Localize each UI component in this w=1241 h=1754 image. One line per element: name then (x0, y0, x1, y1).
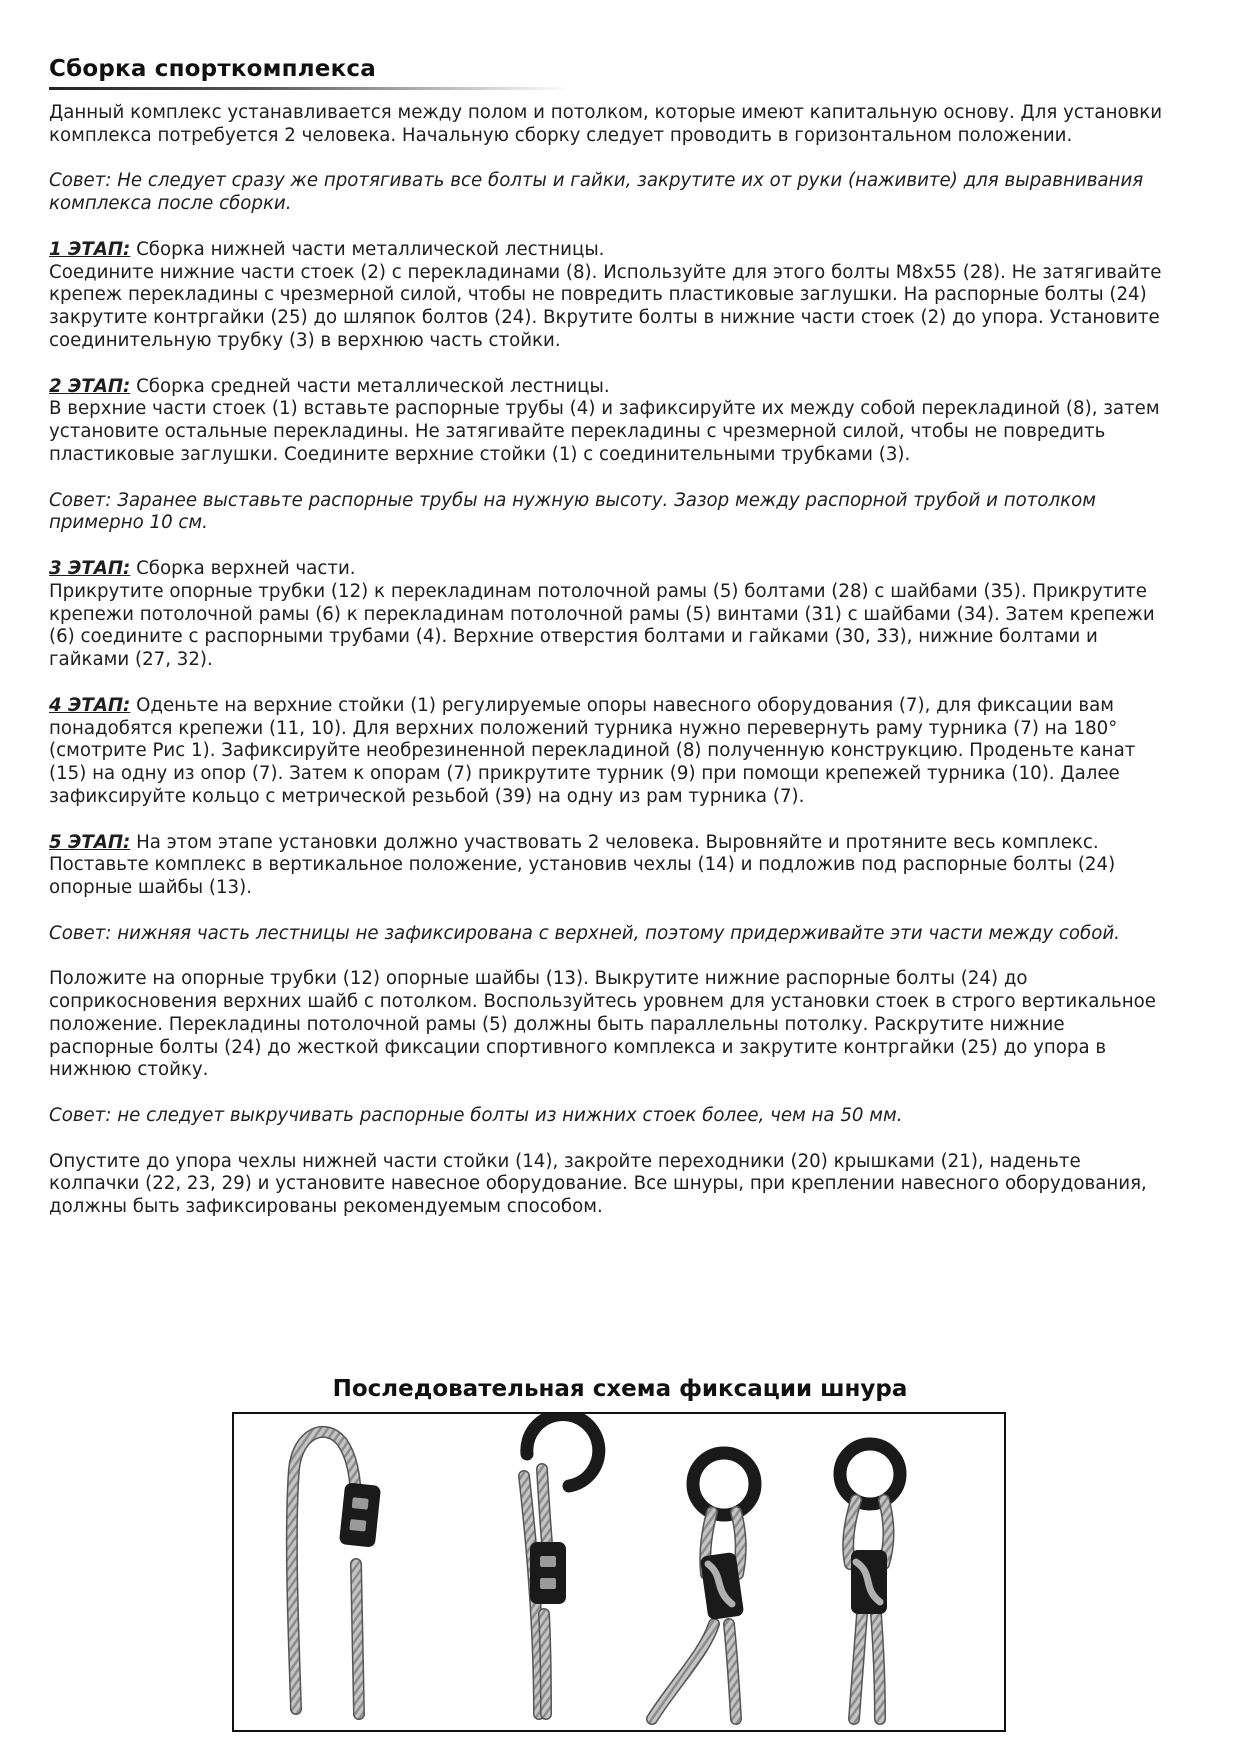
document-body (49, 102, 1169, 1219)
stage-1 (49, 239, 1169, 353)
tip-2: Совет: Заранее выставьте распорные трубы на нужную высоту. Зазор между распорной трубой и потолком примерно 10 см. (49, 489, 1096, 534)
header (49, 56, 1169, 92)
tip-3: Совет: нижняя часть лестницы не зафиксирована с верхней, поэтому придерживайте эти части между собой. (49, 922, 1120, 944)
page-title: Сборка спорткомплекса (49, 56, 376, 82)
tip-1: Совет: Не следует сразу же протягивать все болты и гайки, закрутите их от руки (наживите) для выравнивания комплекса после сборки. (49, 170, 1144, 215)
stage-label: 4 ЭТАП: (49, 694, 131, 716)
cord-step-1 (292, 1432, 381, 1714)
stage-2 (49, 376, 1169, 467)
final-paragraph: Опустите до упора чехлы нижней части стойки (14), закройте переходники (20) крышками (21), наденьте колпачки (22, 23, 29) и установите навесное оборудование. Все шнуры, при креплении навесного оборудования, должны быть зафиксированы рекомендуемым способом. (49, 1150, 1147, 1218)
tip-4: Совет: не следует выкручивать распорные болты из нижних стоек более, чем на 50 мм. (49, 1105, 903, 1127)
intro-paragraph: Данный комплекс устанавливается между полом и потолком, которые имеют капитальную основу. Для установки комплекса потребуется 2 человека. Начальную сборку следует проводить в горизонтальном положении. (49, 102, 1163, 146)
cord-step-4 (840, 1444, 900, 1719)
instruction-page (49, 56, 1169, 1242)
stage-5 (49, 832, 1169, 900)
stage-text: Сборка верхней части. Прикрутите опорные трубки (12) к перекладинам потолочной рамы (5) болтами (28) с шайбами (35). Прикрутите крепежи потолочной рамы (6) к перекладинам потолочной рамы (5) винтами (31) с шайбами (34). Затем крепежи (6) соедините с распорными трубами (4). Верхние отверстия болтами и гайками (30, 33), нижние болтами и гайками (27, 32). (49, 557, 1155, 671)
stage-label: 3 ЭТАП: (49, 557, 131, 579)
support-paragraph: Положите на опорные трубки (12) опорные шайбы (13). Выкрутите нижние распорные болты (24) до соприкосновения верхних шайб с потолком. Воспользуйтесь уровнем для установки стоек в строго вертикальное положение. Перекладины потолочной рамы (5) должны быть параллельны потолку. Раскрутите нижние распорные болты (24) до жесткой фиксации спортивного комплекса и закрутите контргайки (25) до упора в нижнюю стойку. (49, 968, 1156, 1081)
stage-4 (49, 695, 1169, 809)
stage-label: 2 ЭТАП: (49, 375, 131, 397)
cord-step-3 (652, 1453, 755, 1719)
figure-title: Последовательная схема фиксации шнура (332, 1376, 908, 1402)
stage-3 (49, 558, 1169, 672)
stage-label: 1 ЭТАП: (49, 238, 131, 260)
title-underline (49, 87, 569, 90)
stage-text: Сборка средней части металлической лестницы. В верхние части стоек (1) вставьте распорные трубы (4) и зафиксируйте их между собой перекладиной (8), затем установите остальные перекладины. Не затягивайте перекладины с чрезмерной силой, чтобы не повредить пластиковые заглушки. Соедините верхние стойки (1) с соединительными трубками (3). (49, 375, 1160, 465)
figure-frame (232, 1412, 1006, 1732)
stage-label: 5 ЭТАП: (49, 831, 131, 853)
cord-diagram (234, 1414, 1004, 1730)
stage-text: На этом этапе установки должно участвовать 2 человека. Выровняйте и протяните весь комплекс. Поставьте комплекс в вертикальное положение, установив чехлы (14) и подложив под распорные болты (24) опорные шайбы (13). (49, 831, 1116, 899)
cord-step-2 (524, 1415, 599, 1714)
stage-text: Оденьте на верхние стойки (1) регулируемые опоры навесного оборудования (7), для фиксации вам понадобятся крепежи (11, 10). Для верхних положений турника нужно перевернуть раму турника (7) на 180° (смотрите Рис 1). Зафиксируйте необрезиненной перекладиной (8) полученную конструкцию. Проденьте канат (15) на одну из опор (7). Затем к опорам (7) прикрутите турник (9) при помощи крепежей турника (10). Далее зафиксируйте кольцо с метрической резьбой (39) на одну из рам турника (7). (49, 694, 1136, 807)
stage-text: Сборка нижней части металлической лестницы. Соедините нижние части стоек (2) с перекладинами (8). Используйте для этого болты М8х55 (28). Не затягивайте крепеж перекладины с чрезмерной силой, чтобы не повредить пластиковые заглушки. На распорные болты (24) закрутите контргайки (25) до шляпок болтов (24). Вкрутите болты в нижние части стоек (2) до упора. Установите соединительную трубку (3) в верхнюю часть стойки. (49, 238, 1162, 351)
